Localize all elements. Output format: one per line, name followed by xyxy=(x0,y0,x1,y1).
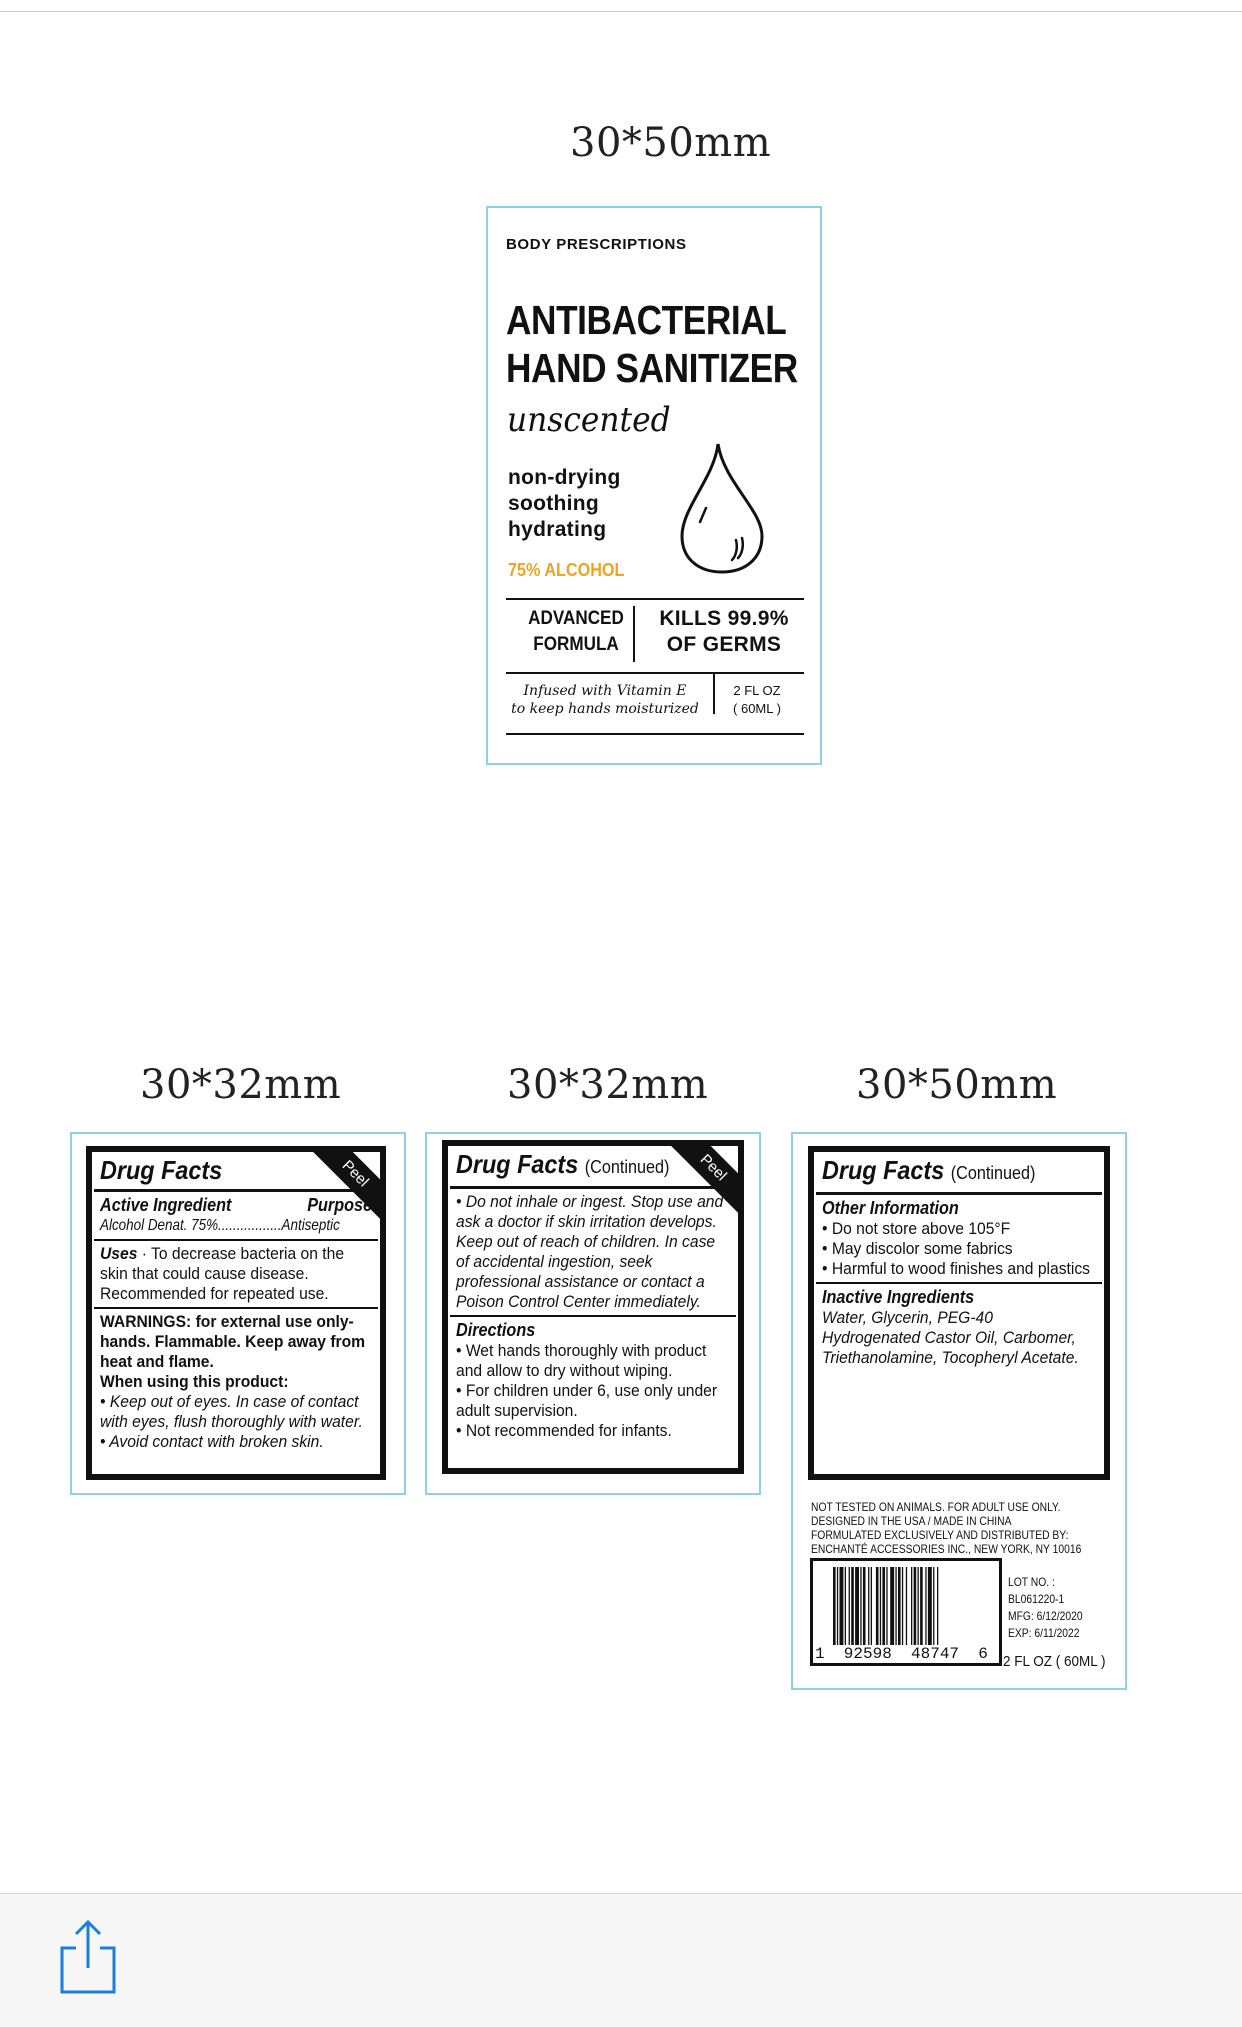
warning-bullet-1: • Keep out of eyes. In case of contact with eyes, flush thoroughly with water. xyxy=(100,1392,363,1431)
feature-3: hydrating xyxy=(508,518,607,541)
active-ingredient-value: Alcohol Denat. 75%.................Antiseptic xyxy=(100,1217,340,1234)
barcode xyxy=(810,1558,1002,1666)
directions-header: Directions xyxy=(456,1320,536,1340)
panel2-title-text: Drug Facts xyxy=(456,1149,579,1179)
panel2-title xyxy=(456,1148,703,1183)
panel1-divider xyxy=(94,1307,378,1309)
panel3-title xyxy=(822,1154,1069,1189)
lot-line-3: MFG: 6/12/2020 xyxy=(1008,1609,1083,1623)
infused-line-1: Infused with Vitamin E xyxy=(523,683,687,699)
front-divider-3 xyxy=(506,733,804,735)
panel3-divider xyxy=(816,1282,1102,1284)
panel2-dimension-label: 30*32mm xyxy=(507,1062,709,1108)
warnings-text: WARNINGS: for external use only-hands. Flammable. Keep away from heat and flame. xyxy=(100,1312,366,1371)
kills-line-2: OF GERMS xyxy=(666,633,782,656)
advanced-line-2: FORMULA xyxy=(533,634,619,655)
panel2-peel-tab: Peel xyxy=(657,1140,744,1224)
panel1-divider xyxy=(94,1239,378,1241)
drug-facts-panel-3 xyxy=(808,1146,1110,1480)
uses-header: Uses xyxy=(100,1244,138,1263)
uses-body: · To decrease bacteria on the skin that could cause disease. Recommended for repeated use. xyxy=(100,1244,345,1303)
active-ingredient-row xyxy=(100,1195,372,1216)
water-drop-icon xyxy=(678,438,768,578)
front-dimension-label: 30*50mm xyxy=(570,120,772,166)
panel2-divider xyxy=(450,1186,736,1189)
panel3-dimension-label: 30*50mm xyxy=(856,1062,1058,1108)
drug-facts-panel-1 xyxy=(86,1146,386,1480)
legal-line-3: FORMULATED EXCLUSIVELY AND DISTRIBUTED BY: xyxy=(811,1528,1069,1542)
other-info-2: • May discolor some fabrics xyxy=(822,1239,1013,1258)
legal-line-1: NOT TESTED ON ANIMALS. FOR ADULT USE ONLY. xyxy=(811,1500,1061,1514)
lot-line-2: BL061220-1 xyxy=(1008,1592,1065,1606)
kills-line-1: KILLS 99.9% xyxy=(659,607,789,630)
front-label xyxy=(486,206,822,765)
front-divider-2 xyxy=(506,672,804,674)
barcode-bars xyxy=(833,1567,983,1645)
direction-3: • Not recommended for infants. xyxy=(456,1421,672,1440)
front-divider-1 xyxy=(506,598,804,600)
panel2-warning-text: • Do not inhale or ingest. Stop use and ask a doctor if skin irritation develops. Keep out of reach of children. In case of accidental ingestion, seek professional assistance or contact a Poison Control Center immediately. xyxy=(456,1192,724,1311)
panel2-continued: (Continued) xyxy=(584,1157,670,1177)
legal-line-4: ENCHANTÉ ACCESSORIES INC., NEW YORK, NY 10016 xyxy=(811,1542,1082,1556)
uses-text xyxy=(100,1244,370,1304)
other-info-1: • Do not store above 105°F xyxy=(822,1219,1011,1238)
share-icon[interactable] xyxy=(56,1918,120,1996)
panel1-divider xyxy=(94,1189,378,1192)
back-net-volume: 2 FL OZ ( 60ML ) xyxy=(1003,1653,1106,1670)
direction-2: • For children under 6, use only under adult supervision. xyxy=(456,1381,718,1420)
advanced-line-1: ADVANCED xyxy=(528,608,624,629)
top-divider xyxy=(0,0,1242,12)
feature-1: non-drying xyxy=(508,466,621,489)
legal-text xyxy=(811,1500,1103,1556)
when-using-text: When using this product: xyxy=(100,1372,289,1391)
bottom-toolbar xyxy=(0,1893,1242,2027)
kills-germs xyxy=(644,606,804,658)
purpose-header: Purpose xyxy=(307,1195,372,1215)
panel3-title-text: Drug Facts xyxy=(822,1155,945,1185)
direction-1: • Wet hands thoroughly with product and allow to dry without wiping. xyxy=(456,1341,707,1380)
front-net-volume xyxy=(710,682,804,718)
other-info-header: Other Information xyxy=(822,1198,959,1218)
product-title xyxy=(506,296,798,392)
lot-line-1: LOT NO. : xyxy=(1008,1575,1055,1589)
warning-bullet-2: • Avoid contact with broken skin. xyxy=(100,1432,324,1451)
inactive-ingredients-header: Inactive Ingredients xyxy=(822,1287,975,1307)
active-ingredient-header: Active Ingredient xyxy=(100,1195,232,1215)
feature-2: soothing xyxy=(508,492,600,515)
barcode-digits: 1 92598 48747 6 xyxy=(815,1645,988,1663)
panel1-peel-tab: Peel xyxy=(299,1146,386,1230)
panel1-title: Drug Facts xyxy=(100,1155,223,1185)
variant-text: unscented xyxy=(507,400,671,440)
alcohol-percentage: 75% ALCOHOL xyxy=(508,560,625,580)
panel1-dimension-label: 30*32mm xyxy=(140,1062,342,1108)
brand-name: BODY PRESCRIPTIONS xyxy=(506,236,687,253)
lot-info xyxy=(1008,1574,1083,1642)
title-line-1: ANTIBACTERIAL xyxy=(506,297,787,343)
lot-line-4: EXP: 6/11/2022 xyxy=(1008,1626,1080,1640)
infused-text xyxy=(506,682,704,718)
other-info-3: • Harmful to wood finishes and plastics xyxy=(822,1259,1091,1278)
panel2-divider xyxy=(450,1315,736,1317)
infused-line-2: to keep hands moisturized xyxy=(511,701,699,717)
panel3-continued: (Continued) xyxy=(950,1163,1036,1183)
inactive-ingredients-text: Water, Glycerin, PEG-40 Hydrogenated Castor Oil, Carbomer, Triethanolamine, Tocopheryl Acetate. xyxy=(822,1308,1079,1367)
net-line-1: 2 FL OZ xyxy=(733,683,781,698)
drug-facts-panel-2 xyxy=(442,1140,744,1474)
advanced-formula xyxy=(513,606,639,658)
net-line-2: ( 60ML ) xyxy=(733,701,781,716)
title-line-2: HAND SANITIZER xyxy=(506,345,798,391)
panel3-divider xyxy=(816,1192,1102,1195)
legal-line-2: DESIGNED IN THE USA / MADE IN CHINA xyxy=(811,1514,1012,1528)
